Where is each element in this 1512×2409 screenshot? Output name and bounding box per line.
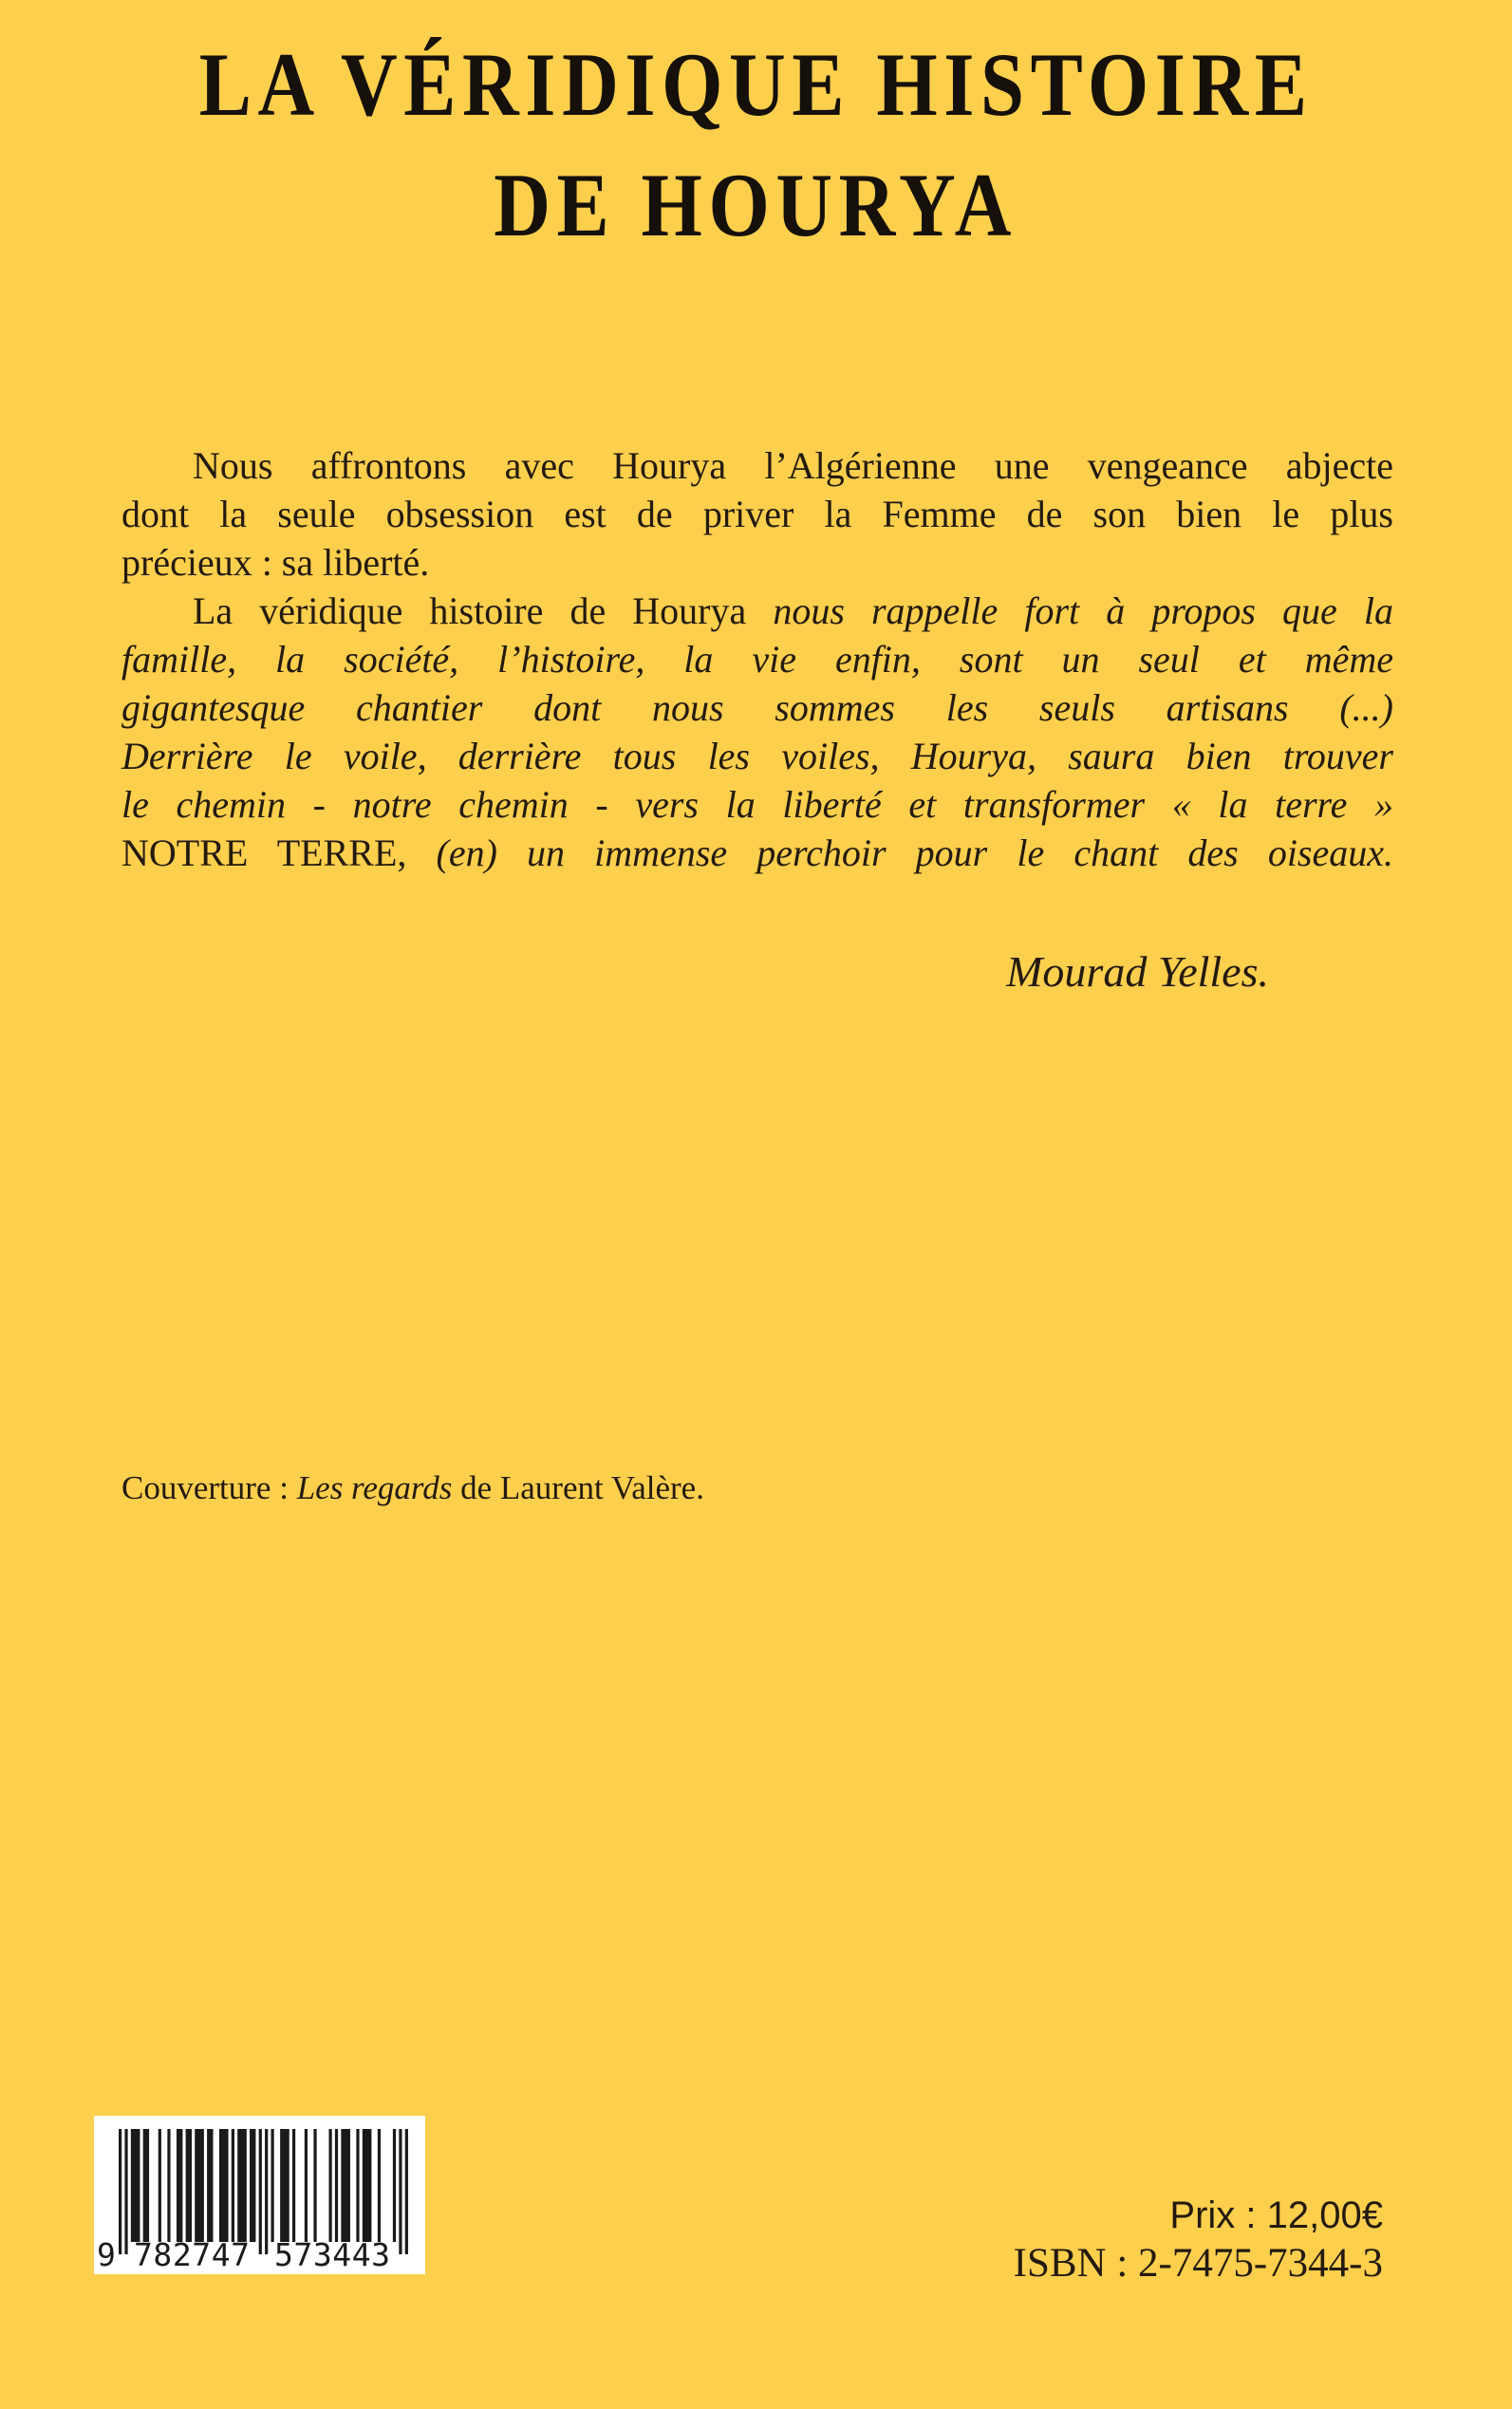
blurb-line: Derrière le voile, derrière tous les voiles, Hourya, saura bien trouver <box>121 735 1393 777</box>
isbn-label: ISBN : 2-7475-7344-3 <box>1013 2241 1383 2286</box>
book-title-line1: LA VÉRIDIQUE HISTOIRE <box>198 34 1314 135</box>
blurb-line: La véridique histoire de Hourya nous rappelle fort à propos que la <box>193 589 1393 632</box>
price-label: Prix : 12,00€ <box>1169 2194 1383 2236</box>
barcode-digits-right: 573443 <box>274 2236 390 2273</box>
author-name: Mourad Yelles. <box>1006 947 1269 996</box>
blurb-line: gigantesque chantier dont nous sommes les seuls artisans (...) <box>121 686 1393 729</box>
blurb-line: NOTRE TERRE, (en) un immense perchoir pour le chant des oiseaux. <box>121 831 1394 874</box>
blurb-line: précieux : sa liberté. <box>121 541 430 584</box>
cover-art-credit: Couverture : Les regards de Laurent Valère. <box>121 1469 704 1506</box>
blurb-line: famille, la société, l’histoire, la vie enfin, sont un seul et même <box>121 638 1393 681</box>
blurb-line: Nous affrontons avec Hourya l’Algérienne une vengeance abjecte <box>193 444 1393 487</box>
book-title <box>0 25 1512 266</box>
barcode <box>94 2116 425 2274</box>
barcode-digit-first: 9 <box>97 2236 116 2273</box>
blurb-line: dont la seule obsession est de priver la Femme de son bien le plus <box>121 493 1393 535</box>
barcode-digits-left: 782747 <box>134 2236 250 2273</box>
book-title-line2: DE HOURYA <box>494 155 1018 255</box>
back-cover-blurb <box>121 441 1393 877</box>
blurb-line: le chemin - notre chemin - vers la liberté et transformer « la terre » <box>121 783 1393 826</box>
